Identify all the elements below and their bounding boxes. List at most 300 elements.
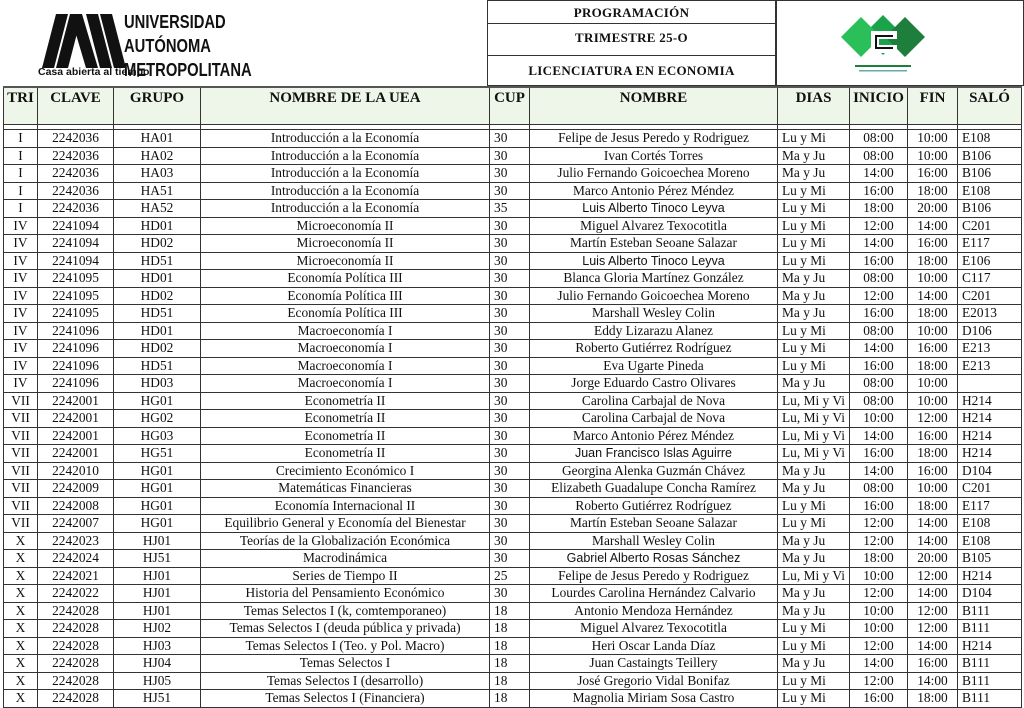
- cell-clave: 2242021: [38, 567, 114, 585]
- cell-dias: Ma y Ju: [778, 585, 850, 603]
- table-row: [4, 375, 1022, 393]
- cell-clave: 2241095: [38, 287, 114, 305]
- cell-cup: 30: [490, 217, 530, 235]
- cell-uea: Econometría II: [201, 427, 490, 445]
- cell-grupo: HD02: [114, 235, 201, 253]
- cell-nombre: Roberto Gutiérrez Rodríguez: [530, 497, 778, 515]
- cell-cup: 30: [490, 270, 530, 288]
- cell-uea: Introducción a la Economía: [201, 147, 490, 165]
- cell-dias: Lu y Mi: [778, 672, 850, 690]
- cell-fin: 14:00: [908, 217, 958, 235]
- cell-tri: VII: [4, 410, 38, 428]
- cell-fin: 10:00: [908, 322, 958, 340]
- cell-tri: I: [4, 165, 38, 183]
- cell-salon: E117: [958, 497, 1022, 515]
- cell-clave: 2242001: [38, 410, 114, 428]
- cell-cup: 30: [490, 182, 530, 200]
- cell-grupo: HD51: [114, 252, 201, 270]
- cell-tri: VII: [4, 462, 38, 480]
- cell-inicio: 08:00: [850, 130, 908, 148]
- table-row: [4, 620, 1022, 638]
- cell-inicio: 12:00: [850, 532, 908, 550]
- cell-uea: Macroeconomía I: [201, 357, 490, 375]
- cell-inicio: 16:00: [850, 497, 908, 515]
- cell-uea: Introducción a la Economía: [201, 130, 490, 148]
- tagline: Casa abierta al tiempo: [38, 66, 150, 78]
- table-row: [4, 357, 1022, 375]
- cell-tri: VII: [4, 515, 38, 533]
- cell-uea: Temas Selectos I (k, comtemporaneo): [201, 602, 490, 620]
- cell-dias: Ma y Ju: [778, 462, 850, 480]
- cell-tri: X: [4, 550, 38, 568]
- cell-dias: Ma y Ju: [778, 305, 850, 323]
- table-row: [4, 567, 1022, 585]
- cell-fin: 16:00: [908, 235, 958, 253]
- cell-tri: X: [4, 672, 38, 690]
- cell-salon: E108: [958, 532, 1022, 550]
- table-row: [4, 655, 1022, 673]
- cell-uea: Econometría II: [201, 445, 490, 463]
- cell-dias: Ma y Ju: [778, 550, 850, 568]
- cell-dias: Lu y Mi: [778, 690, 850, 708]
- cell-tri: X: [4, 532, 38, 550]
- table-row: [4, 392, 1022, 410]
- cell-grupo: HA51: [114, 182, 201, 200]
- table-row: [4, 322, 1022, 340]
- cell-tri: X: [4, 690, 38, 708]
- cell-inicio: 18:00: [850, 200, 908, 218]
- cell-cup: 30: [490, 480, 530, 498]
- cell-cup: 18: [490, 690, 530, 708]
- col-nombre: NOMBRE: [530, 87, 778, 125]
- cell-clave: 2242036: [38, 165, 114, 183]
- cell-salon: C201: [958, 287, 1022, 305]
- col-cup: CUP: [490, 87, 530, 125]
- cell-tri: X: [4, 567, 38, 585]
- cell-clave: 2242028: [38, 602, 114, 620]
- cell-dias: Ma y Ju: [778, 287, 850, 305]
- cell-uea: Macrodinámica: [201, 550, 490, 568]
- table-row: [4, 462, 1022, 480]
- programacion-title: PROGRAMACIÓN: [573, 5, 690, 20]
- cell-salon: E117: [958, 235, 1022, 253]
- cell-inicio: 12:00: [850, 217, 908, 235]
- col-clave: CLAVE: [38, 87, 114, 125]
- cell-uea: Macroeconomía I: [201, 322, 490, 340]
- col-dias: DIAS: [778, 87, 850, 125]
- cell-tri: IV: [4, 217, 38, 235]
- cell-fin: 18:00: [908, 305, 958, 323]
- cell-nombre: Luis Alberto Tinoco Leyva: [530, 200, 778, 218]
- cell-uea: Series de Tiempo II: [201, 567, 490, 585]
- cell-fin: 10:00: [908, 392, 958, 410]
- cell-uea: Temas Selectos I (Teo. y Pol. Macro): [201, 637, 490, 655]
- cell-cup: 30: [490, 427, 530, 445]
- cell-inicio: 08:00: [850, 270, 908, 288]
- cell-uea: Economía Política III: [201, 270, 490, 288]
- cell-clave: 2241095: [38, 305, 114, 323]
- cell-uea: Economía Política III: [201, 305, 490, 323]
- cell-inicio: 16:00: [850, 252, 908, 270]
- cell-nombre: José Gregorio Vidal Bonifaz: [530, 672, 778, 690]
- cell-cup: 30: [490, 305, 530, 323]
- cell-nombre: Ivan Cortés Torres: [530, 147, 778, 165]
- cell-tri: IV: [4, 235, 38, 253]
- cell-cup: 18: [490, 620, 530, 638]
- cell-nombre: Felipe de Jesus Peredo y Rodriguez: [530, 567, 778, 585]
- cell-uea: Temas Selectos I (deuda pública y privada): [201, 620, 490, 638]
- cell-grupo: HD51: [114, 305, 201, 323]
- uam-logo-icon: [42, 14, 126, 68]
- cell-uea: Matemáticas Financieras: [201, 480, 490, 498]
- cell-fin: 12:00: [908, 602, 958, 620]
- cell-grupo: HJ05: [114, 672, 201, 690]
- cell-uea: Econometría II: [201, 410, 490, 428]
- cell-clave: 2241096: [38, 357, 114, 375]
- cell-uea: Econometría II: [201, 392, 490, 410]
- cell-salon: E213: [958, 340, 1022, 358]
- cell-inicio: 08:00: [850, 392, 908, 410]
- cell-clave: 2242028: [38, 620, 114, 638]
- cell-dias: Ma y Ju: [778, 270, 850, 288]
- cell-clave: 2241096: [38, 322, 114, 340]
- col-grupo: GRUPO: [114, 87, 201, 125]
- cell-cup: 30: [490, 147, 530, 165]
- cell-fin: 16:00: [908, 462, 958, 480]
- cell-tri: VII: [4, 427, 38, 445]
- cell-fin: 14:00: [908, 637, 958, 655]
- cell-dias: Lu, Mi y Vi: [778, 392, 850, 410]
- cell-tri: X: [4, 585, 38, 603]
- cell-nombre: Felipe de Jesus Peredo y Rodriguez: [530, 130, 778, 148]
- cell-clave: 2242028: [38, 655, 114, 673]
- cell-dias: Lu y Mi: [778, 322, 850, 340]
- cell-clave: 2241094: [38, 235, 114, 253]
- cell-nombre: Heri Oscar Landa Díaz: [530, 637, 778, 655]
- cell-clave: 2242036: [38, 200, 114, 218]
- col-inicio: INICIO: [850, 87, 908, 125]
- cell-fin: 16:00: [908, 165, 958, 183]
- cell-grupo: HJ01: [114, 567, 201, 585]
- cell-uea: Teorías de la Globalización Económica: [201, 532, 490, 550]
- cell-nombre: Antonio Mendoza Hernández: [530, 602, 778, 620]
- cell-nombre: Elizabeth Guadalupe Concha Ramírez: [530, 480, 778, 498]
- cell-inicio: 12:00: [850, 515, 908, 533]
- cell-inicio: 08:00: [850, 480, 908, 498]
- cell-uea: Microeconomía II: [201, 235, 490, 253]
- cell-dias: Lu y Mi: [778, 235, 850, 253]
- cell-uea: Microeconomía II: [201, 252, 490, 270]
- university-name-line1: UNIVERSIDAD: [124, 12, 226, 32]
- cell-inicio: 14:00: [850, 235, 908, 253]
- cell-clave: 2242010: [38, 462, 114, 480]
- cell-salon: E2013: [958, 305, 1022, 323]
- cell-nombre: Magnolia Miriam Sosa Castro: [530, 690, 778, 708]
- cell-inicio: 10:00: [850, 410, 908, 428]
- cell-grupo: HG01: [114, 462, 201, 480]
- cell-nombre: Gabriel Alberto Rosas Sánchez: [530, 550, 778, 568]
- cell-fin: 12:00: [908, 410, 958, 428]
- cell-uea: Temas Selectos I (Financiera): [201, 690, 490, 708]
- cell-nombre: Marshall Wesley Colin: [530, 305, 778, 323]
- cell-cup: 18: [490, 672, 530, 690]
- cell-cup: 18: [490, 602, 530, 620]
- cell-nombre: Martín Esteban Seoane Salazar: [530, 235, 778, 253]
- cell-nombre: Carolina Carbajal de Nova: [530, 410, 778, 428]
- licenciatura-label: LICENCIATURA EN ECONOMIA: [528, 63, 735, 78]
- cell-nombre: Jorge Eduardo Castro Olivares: [530, 375, 778, 393]
- cell-tri: IV: [4, 287, 38, 305]
- cell-inicio: 12:00: [850, 672, 908, 690]
- cell-nombre: Martín Esteban Seoane Salazar: [530, 515, 778, 533]
- cell-tri: I: [4, 182, 38, 200]
- cell-dias: Ma y Ju: [778, 147, 850, 165]
- cell-fin: 16:00: [908, 427, 958, 445]
- cell-salon: C117: [958, 270, 1022, 288]
- schedule-table: [3, 86, 1022, 708]
- cell-inicio: 14:00: [850, 427, 908, 445]
- cell-grupo: HA01: [114, 130, 201, 148]
- cell-nombre: Marshall Wesley Colin: [530, 532, 778, 550]
- cell-fin: 12:00: [908, 620, 958, 638]
- cell-salon: B106: [958, 147, 1022, 165]
- cell-salon: H214: [958, 637, 1022, 655]
- cell-fin: 18:00: [908, 497, 958, 515]
- cell-fin: 10:00: [908, 130, 958, 148]
- cell-dias: Ma y Ju: [778, 480, 850, 498]
- cell-tri: IV: [4, 270, 38, 288]
- cell-tri: IV: [4, 305, 38, 323]
- cell-nombre: Roberto Gutiérrez Rodríguez: [530, 340, 778, 358]
- cell-dias: Lu y Mi: [778, 515, 850, 533]
- cell-uea: Introducción a la Economía: [201, 182, 490, 200]
- cell-fin: 10:00: [908, 147, 958, 165]
- cell-nombre: Carolina Carbajal de Nova: [530, 392, 778, 410]
- cell-fin: 20:00: [908, 550, 958, 568]
- cell-dias: Ma y Ju: [778, 165, 850, 183]
- cell-nombre: Marco Antonio Pérez Méndez: [530, 182, 778, 200]
- cell-cup: 25: [490, 567, 530, 585]
- cell-tri: I: [4, 200, 38, 218]
- cell-cup: 30: [490, 165, 530, 183]
- cell-clave: 2241095: [38, 270, 114, 288]
- coordination-logo-area: [776, 0, 1024, 86]
- cell-uea: Crecimiento Económico I: [201, 462, 490, 480]
- col-nombre-uea: NOMBRE DE LA UEA: [201, 87, 490, 125]
- cell-nombre: Lourdes Carolina Hernández Calvario: [530, 585, 778, 603]
- cell-inicio: 12:00: [850, 287, 908, 305]
- cell-nombre: Miguel Alvarez Texocotitla: [530, 217, 778, 235]
- cell-nombre: Eva Ugarte Pineda: [530, 357, 778, 375]
- program-info-box: [487, 0, 776, 86]
- table-row: [4, 165, 1022, 183]
- col-salon: SALÓ: [958, 87, 1022, 125]
- cell-cup: 30: [490, 287, 530, 305]
- cell-fin: 12:00: [908, 567, 958, 585]
- cell-nombre: Juan Francisco Islas Aguirre: [530, 445, 778, 463]
- cell-inicio: 14:00: [850, 462, 908, 480]
- cell-nombre: Blanca Gloria Martínez González: [530, 270, 778, 288]
- cell-uea: Economía Política III: [201, 287, 490, 305]
- cell-inicio: 14:00: [850, 165, 908, 183]
- cell-inicio: 18:00: [850, 550, 908, 568]
- cell-grupo: HJ51: [114, 550, 201, 568]
- cell-fin: 10:00: [908, 270, 958, 288]
- cell-cup: 30: [490, 462, 530, 480]
- cell-uea: Introducción a la Economía: [201, 200, 490, 218]
- cell-grupo: HD01: [114, 322, 201, 340]
- cell-salon: H214: [958, 445, 1022, 463]
- cell-salon: B111: [958, 602, 1022, 620]
- cell-nombre: Julio Fernando Goicoechea Moreno: [530, 287, 778, 305]
- cell-grupo: HJ01: [114, 585, 201, 603]
- cell-grupo: HG51: [114, 445, 201, 463]
- cell-grupo: HA03: [114, 165, 201, 183]
- table-row: [4, 340, 1022, 358]
- cell-dias: Lu y Mi: [778, 200, 850, 218]
- cell-fin: 18:00: [908, 357, 958, 375]
- cell-uea: Introducción a la Economía: [201, 165, 490, 183]
- cell-grupo: HG01: [114, 392, 201, 410]
- cell-cup: 30: [490, 252, 530, 270]
- cell-dias: Ma y Ju: [778, 375, 850, 393]
- cell-dias: Lu y Mi: [778, 357, 850, 375]
- cell-tri: IV: [4, 375, 38, 393]
- cell-dias: Lu y Mi: [778, 182, 850, 200]
- cell-grupo: HJ02: [114, 620, 201, 638]
- cell-tri: I: [4, 147, 38, 165]
- cell-salon: C201: [958, 217, 1022, 235]
- cell-dias: Ma y Ju: [778, 532, 850, 550]
- cell-salon: E213: [958, 357, 1022, 375]
- cell-inicio: 08:00: [850, 375, 908, 393]
- cell-salon: B111: [958, 690, 1022, 708]
- cell-clave: 2242023: [38, 532, 114, 550]
- cell-salon: E108: [958, 130, 1022, 148]
- cell-clave: 2242007: [38, 515, 114, 533]
- divider: [488, 55, 775, 56]
- divider: [488, 23, 775, 24]
- cell-clave: 2242036: [38, 147, 114, 165]
- cell-inicio: 10:00: [850, 602, 908, 620]
- cell-clave: 2242001: [38, 445, 114, 463]
- cell-cup: 30: [490, 550, 530, 568]
- cell-clave: 2241096: [38, 375, 114, 393]
- cell-cup: 30: [490, 497, 530, 515]
- cell-uea: Temas Selectos I: [201, 655, 490, 673]
- cell-grupo: HG01: [114, 480, 201, 498]
- cell-salon: B106: [958, 200, 1022, 218]
- cell-salon: [958, 375, 1022, 393]
- table-row: [4, 270, 1022, 288]
- cell-salon: E108: [958, 515, 1022, 533]
- cell-dias: Lu y Mi: [778, 217, 850, 235]
- cell-dias: Lu, Mi y Vi: [778, 567, 850, 585]
- cell-dias: Lu, Mi y Vi: [778, 445, 850, 463]
- cell-grupo: HD03: [114, 375, 201, 393]
- col-tri: TRI: [4, 87, 38, 125]
- cell-salon: B105: [958, 550, 1022, 568]
- cell-inicio: 14:00: [850, 655, 908, 673]
- cell-inicio: 12:00: [850, 637, 908, 655]
- cell-dias: Ma y Ju: [778, 602, 850, 620]
- table-row: [4, 602, 1022, 620]
- cell-fin: 20:00: [908, 200, 958, 218]
- cell-nombre: Juan Castaingts Teillery: [530, 655, 778, 673]
- cell-cup: 30: [490, 532, 530, 550]
- cell-salon: B111: [958, 655, 1022, 673]
- cell-salon: H214: [958, 392, 1022, 410]
- cell-tri: VII: [4, 480, 38, 498]
- cell-clave: 2242028: [38, 672, 114, 690]
- cell-tri: X: [4, 620, 38, 638]
- cell-inicio: 08:00: [850, 322, 908, 340]
- cell-cup: 30: [490, 322, 530, 340]
- cell-inicio: 16:00: [850, 690, 908, 708]
- table-row: [4, 287, 1022, 305]
- cell-fin: 10:00: [908, 480, 958, 498]
- cell-cup: 30: [490, 585, 530, 603]
- trimestre-label: TRIMESTRE 25-O: [575, 30, 688, 45]
- table-row: [4, 445, 1022, 463]
- cell-nombre: Marco Antonio Pérez Méndez: [530, 427, 778, 445]
- cell-salon: C201: [958, 480, 1022, 498]
- table-row: [4, 217, 1022, 235]
- cell-cup: 30: [490, 130, 530, 148]
- table-row: [4, 585, 1022, 603]
- cell-inicio: 16:00: [850, 182, 908, 200]
- university-name-line2: AUTÓNOMA: [124, 36, 211, 56]
- col-fin: FIN: [908, 87, 958, 125]
- cell-fin: 14:00: [908, 532, 958, 550]
- cell-tri: VII: [4, 497, 38, 515]
- uam-logo-area: [0, 0, 487, 86]
- cell-clave: 2242001: [38, 427, 114, 445]
- cell-uea: Historia del Pensamiento Económico: [201, 585, 490, 603]
- cell-nombre: Georgina Alenka Guzmán Chávez: [530, 462, 778, 480]
- cell-cup: 30: [490, 357, 530, 375]
- cell-dias: Lu y Mi: [778, 497, 850, 515]
- cell-uea: Microeconomía II: [201, 217, 490, 235]
- table-header-row: [4, 87, 1022, 125]
- cell-inicio: 10:00: [850, 620, 908, 638]
- cell-dias: Lu y Mi: [778, 340, 850, 358]
- table-row: [4, 305, 1022, 323]
- table-row: [4, 480, 1022, 498]
- cell-cup: 30: [490, 515, 530, 533]
- cell-fin: 14:00: [908, 515, 958, 533]
- cell-clave: 2242022: [38, 585, 114, 603]
- cell-cup: 30: [490, 410, 530, 428]
- cell-clave: 2241094: [38, 252, 114, 270]
- cell-uea: Macroeconomía I: [201, 375, 490, 393]
- cell-grupo: HJ03: [114, 637, 201, 655]
- cell-cup: 30: [490, 392, 530, 410]
- table-row: [4, 410, 1022, 428]
- cell-nombre: Eddy Lizarazu Alanez: [530, 322, 778, 340]
- cell-clave: 2242001: [38, 392, 114, 410]
- cell-clave: 2242036: [38, 182, 114, 200]
- cell-uea: Temas Selectos I (desarrollo): [201, 672, 490, 690]
- cell-salon: D104: [958, 462, 1022, 480]
- cell-tri: VII: [4, 445, 38, 463]
- cell-dias: Lu, Mi y Vi: [778, 427, 850, 445]
- table-row: [4, 427, 1022, 445]
- cell-inicio: 08:00: [850, 147, 908, 165]
- cell-inicio: 16:00: [850, 357, 908, 375]
- table-row: [4, 130, 1022, 148]
- cell-salon: E108: [958, 182, 1022, 200]
